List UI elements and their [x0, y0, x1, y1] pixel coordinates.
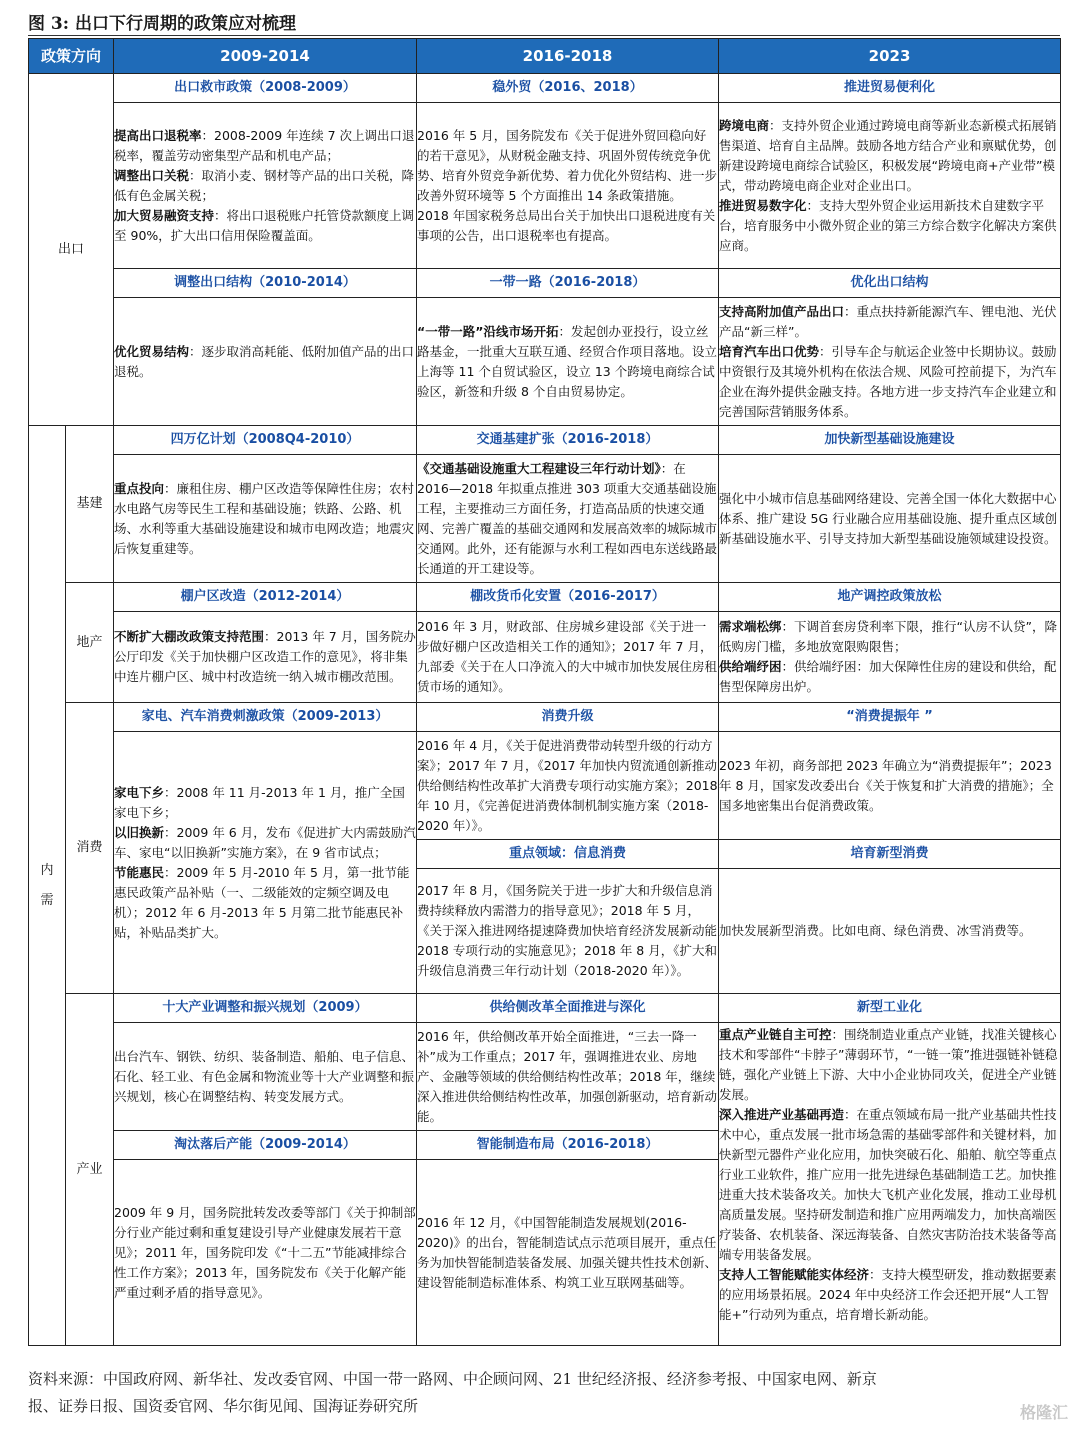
paragraph-text: ：取消小麦、钢材等产品的出口关税，降低有色金属关税；	[114, 167, 415, 203]
watermark-logo: 格隆汇	[1019, 1403, 1068, 1422]
cell-industry-2023	[719, 1023, 1061, 1346]
paragraph-text: ：围绕制造业重点产业链，找准关键核心技术和零部件“卡脖子”薄弱环节，“一链一策”推进强链补链稳链，强化产业链上下游、大中小企业协同攻关，促进全产业链发展。	[719, 1027, 1058, 1102]
cell-industry-2016-a	[417, 1023, 719, 1131]
subtitle-realestate-2016: 棚改货币化安置（2016-2017）	[417, 583, 719, 612]
paragraph	[417, 736, 718, 836]
paragraph-text: 2016 年 4 月，《关于促进消费带动转型升级的行动方案》；2017 年 7 月，《2017 年加快内贸流通创新推动供给侧结构性改革扩大消费专项行动实施方案》；2018 年 10 月，《完善促进消费体制机制实施方案（2018-2020 年）》。	[417, 737, 718, 833]
cell-industry-2009-a	[114, 1023, 417, 1131]
paragraph	[114, 783, 416, 823]
paragraph-lead: 支持高附加值产品出口	[719, 303, 845, 319]
cell-industry-2009-b	[114, 1160, 417, 1346]
category-real-estate: 地产	[66, 583, 114, 703]
subtitle-infra-2016: 交通基建扩张（2016-2018）	[417, 426, 719, 455]
subtitle-industry-2023: 新型工业化	[719, 994, 1061, 1023]
cell-realestate-2009	[114, 612, 417, 703]
paragraph-text: 加快发展新型消费。比如电商、绿色消费、冰雪消费等。	[719, 923, 1032, 938]
category-domestic-char-1: 内	[40, 862, 54, 878]
paragraph-text: ：2009 年 5 月-2010 年 5 月，第一批节能惠民政策产品补贴（一、二级能效的定频空调及电机）；2012 年 6 月-2013 年 5 月第二批节能惠民补贴，补贴品类扩大。	[114, 864, 410, 940]
paragraph-text: 2018 年国家税务总局出台关于加快出口退税进度有关事项的公告，出口退税率也有提高。	[417, 207, 716, 243]
category-export: 出口	[29, 74, 114, 426]
paragraph	[719, 489, 1060, 549]
subtitle-export-1-2016: 稳外贸（2016、2018）	[417, 74, 719, 103]
paragraph-text: 2016 年 12 月，《中国智能制造发展规划(2016-2020)》的出台，智能制造试点示范项目展开，重点任务为加快智能制造装备发展、加强关键共性技术创新、建设智能制造标准体系、构筑工业互联网基础等。	[417, 1214, 718, 1290]
paragraph-text: ：将出口退税账户托管贷款额度上调至 90%，扩大出口信用保险覆盖面。	[114, 207, 415, 243]
paragraph	[719, 302, 1060, 342]
header-period-2009: 2009-2014	[114, 39, 417, 74]
subtitle-realestate-2009: 棚户区改造（2012-2014）	[114, 583, 417, 612]
paragraph-text: ：2013 年 7 月，国务院办公厅印发《关于加快棚户区改造工作的意见》，将非集中连片棚户区、城中村改造统一纳入城市棚改范围。	[114, 629, 416, 684]
title-rule	[28, 35, 1060, 36]
paragraph	[114, 126, 416, 166]
paragraph	[719, 1265, 1060, 1325]
cell-infra-2009	[114, 455, 417, 583]
paragraph	[719, 1105, 1060, 1265]
paragraph-lead: 家电下乡	[114, 784, 165, 800]
category-consumption: 消费	[66, 703, 114, 994]
cell-realestate-2023	[719, 612, 1061, 703]
paragraph-text: ：下调首套房贷利率下限，推行“认房不认贷”，降低购房门槛，多地放宽限购限售；	[719, 619, 1057, 654]
paragraph-text: ：在 2016—2018 年拟重点推进 303 项重大交通基础设施工程，主要推动三方面任务，打造高品质的快速交通网、完善广覆盖的基础交通网和发展高效率的城际城市交通网。此外，还有能源与水利工程如西电东送线路最长通道的开工建设等。	[417, 460, 718, 576]
paragraph	[417, 322, 718, 402]
paragraph	[719, 756, 1060, 816]
subtitle-export-1-2023: 推进贸易便利化	[719, 74, 1061, 103]
header-period-2016: 2016-2018	[417, 39, 719, 74]
cell-realestate-2016	[417, 612, 719, 703]
paragraph-text: ：发起创办亚投行，设立丝路基金，一批重大互联互通、经贸合作项目落地。设立上海等 11 个自贸试验区，设立 13 个跨境电商综合试验区，新签和升级 8 个自由贸易协定。	[417, 323, 718, 399]
paragraph-lead: 需求端松绑	[719, 619, 782, 634]
paragraph	[114, 166, 416, 206]
paragraph	[719, 617, 1060, 657]
subtitle-consumption-2023-b: 培育新型消费	[719, 840, 1061, 869]
cell-export-1-2016	[417, 103, 719, 269]
cell-export-1-2009	[114, 103, 417, 269]
subtitle-export-1-2009: 出口救市政策（2008-2009）	[114, 74, 417, 103]
paragraph-text: 2017 年 8 月，《国务院关于进一步扩大和升级信息消费持续释放内需潜力的指导意见》；2018 年 5 月，《关于深入推进网络提速降费加快培育经济发展新动能 2018 专项行动的实施意见》；2018 年 8 月，《扩大和升级信息消费三年行动计划（2018-2020 年）》。	[417, 883, 718, 978]
paragraph-lead: 节能惠民	[114, 864, 165, 880]
paragraph	[114, 863, 416, 943]
paragraph-text: ：支持大型外贸企业运用新技术自建数字平台，培育服务中小微外贸企业的第三方综合数字化解决方案供应商。	[719, 197, 1057, 253]
header-period-2023: 2023	[719, 39, 1061, 74]
subtitle-industry-2009-a: 十大产业调整和振兴规划（2009）	[114, 994, 417, 1023]
paragraph-text: 2016 年，供给侧改革开始全面推进，“三去一降一补”成为工作重点；2017 年，强调推进农业、房地产、金融等领域的供给侧结构性改革；2018 年，继续深入推进供给侧结构性改革，加强创新驱动，培育新动能。	[417, 1028, 718, 1124]
subtitle-consumption-2009: 家电、汽车消费刺激政策（2009-2013）	[114, 703, 417, 732]
paragraph-text: ：逐步取消高耗能、低附加值产品的出口退税。	[114, 343, 415, 379]
paragraph-text: 2016 年 3 月，财政部、住房城乡建设部《关于进一步做好棚户区改造相关工作的通知》；2017 年 7 月，九部委《关于在人口净流入的大中城市加快发展住房租赁市场的通知》。	[417, 619, 718, 694]
subtitle-infra-2009: 四万亿计划（2008Q4-2010）	[114, 426, 417, 455]
paragraph-lead: 重点投向	[114, 480, 165, 496]
subtitle-export-2-2023: 优化出口结构	[719, 269, 1061, 298]
category-domestic-char-2: 需	[40, 892, 54, 908]
paragraph-text: ：2008 年 11 月-2013 年 1 月，推广全国家电下乡；	[114, 784, 405, 820]
cell-export-1-2023	[719, 103, 1061, 269]
source-line-1: 资料来源：中国政府网、新华社、发改委官网、中国一带一路网、中企顾问网、21 世纪经济报、经济参考报、中国家电网、新京	[28, 1370, 877, 1388]
paragraph-lead: 加大贸易融资支持	[114, 207, 215, 223]
paragraph-lead: 调整出口关税	[114, 167, 190, 183]
paragraph	[719, 657, 1060, 697]
subtitle-infra-2023: 加快新型基础设施建设	[719, 426, 1061, 455]
paragraph-text: ：2009 年 6 月，发布《促进扩大内需鼓励汽车、家电“以旧换新”实施方案》，在 9 省市试点；	[114, 824, 416, 860]
cell-consumption-2016-b	[417, 869, 719, 994]
paragraph	[417, 1213, 718, 1293]
paragraph	[417, 459, 718, 579]
cell-consumption-2016-a	[417, 732, 719, 840]
cell-consumption-2023-a	[719, 732, 1061, 840]
category-industry: 产业	[66, 994, 114, 1346]
paragraph	[719, 1025, 1060, 1105]
subtitle-industry-2009-b: 淘汰落后产能（2009-2014）	[114, 1131, 417, 1160]
cell-export-2-2023	[719, 298, 1061, 426]
paragraph-lead: 《交通基础设施重大工程建设三年行动计划》	[417, 460, 661, 476]
paragraph-text: ：供给端纾困：加大保障性住房的建设和供给，配售型保障房出炉。	[719, 659, 1057, 694]
paragraph-lead: “一带一路”沿线市场开拓	[417, 323, 559, 339]
cell-industry-2016-b	[417, 1160, 719, 1346]
paragraph	[719, 921, 1060, 941]
paragraph-text: 强化中小城市信息基础网络建设、完善全国一体化大数据中心体系、推广建设 5G 行业融合应用基础设施、提升重点区域创新基础设施水平、引导支持加大新型基础设施领域建设投资。	[719, 490, 1058, 546]
paragraph	[719, 342, 1060, 422]
paragraph-lead: 优化贸易结构	[114, 343, 190, 359]
subtitle-consumption-2016-b: 重点领域：信息消费	[417, 840, 719, 869]
paragraph-text: ：2008-2009 年连续 7 次上调出口退税率，覆盖劳动密集型产品和机电产品；	[114, 127, 415, 163]
subtitle-industry-2016-a: 供给侧改革全面推进与深化	[417, 994, 719, 1023]
paragraph-lead: 培育汽车出口优势	[719, 343, 820, 359]
cell-infra-2023	[719, 455, 1061, 583]
header-direction: 政策方向	[29, 39, 114, 74]
paragraph-text: 2009 年 9 月，国务院批转发改委等部门《关于抑制部分行业产能过剩和重复建设引导产业健康发展若干意见》；2011 年，国务院印发《“十二五”节能减排综合性工作方案》；2013 年，国务院发布《关于化解产能严重过剩矛盾的指导意见》。	[114, 1204, 416, 1300]
subtitle-export-2-2016: 一带一路（2016-2018）	[417, 269, 719, 298]
policy-table	[28, 38, 1061, 1346]
subtitle-realestate-2023: 地产调控政策放松	[719, 583, 1061, 612]
cell-export-2-2016	[417, 298, 719, 426]
paragraph	[417, 1027, 718, 1127]
subtitle-consumption-2023-a: “消费提振年 ”	[719, 703, 1061, 732]
subtitle-export-2-2009: 调整出口结构（2010-2014）	[114, 269, 417, 298]
paragraph	[114, 1047, 416, 1107]
paragraph	[417, 881, 718, 981]
source-note	[28, 1366, 1060, 1420]
paragraph	[417, 126, 718, 206]
paragraph-lead: 提高出口退税率	[114, 127, 202, 143]
source-line-2: 报、证券日报、国资委官网、华尔街见闻、国海证券研究所	[28, 1397, 419, 1415]
paragraph-text: 2023 年初，商务部把 2023 年确立为“消费提振年”；2023 年 8 月，国家发改委出台《关于恢复和扩大消费的措施》；全国多地密集出台促消费政策。	[719, 757, 1054, 813]
figure-title: 图 3: 出口下行周期的政策应对梳理	[28, 14, 296, 34]
paragraph-text: ：廉租住房、棚户区改造等保障性住房；农村水电路气房等民生工程和基础设施；铁路、公路、机场、水利等重大基础设施建设和城市电网改造；地震灾后恢复重建等。	[114, 480, 415, 556]
paragraph-lead: 不断扩大棚改政策支持范围	[114, 629, 265, 644]
paragraph	[114, 206, 416, 246]
paragraph	[114, 1203, 416, 1303]
paragraph	[114, 823, 416, 863]
paragraph-text: ：引导车企与航运企业签中长期协议。鼓励中资银行及其境外机构在依法合规、风险可控前提下，为汽车企业在海外提供金融支持。各地方进一步支持汽车企业建立和完善国际营销服务体系。	[719, 343, 1057, 419]
paragraph	[114, 342, 416, 382]
paragraph-lead: 深入推进产业基础再造	[719, 1107, 845, 1122]
category-domestic	[29, 426, 66, 1346]
cell-consumption-2023-b	[719, 869, 1061, 994]
paragraph-lead: 以旧换新	[114, 824, 165, 840]
paragraph-lead: 推进贸易数字化	[719, 197, 807, 213]
paragraph-text: ：在重点领域布局一批产业基础共性技术中心，重点发展一批市场急需的基础零部件和关键材料，加快新型元器件产业化应用，加快突破石化、船舶、航空等重点行业工业软件，推广应用一批先进绿色基础制造工艺。加快推进重大技术装备攻关。加快大飞机产业化发展，推动工业母机高质量发展。坚持研发制造和推广应用两端发力，加快高端医疗装备、农机装备、深远海装备、自然灾害防治技术装备等高端专用装备发展。	[719, 1107, 1057, 1262]
paragraph-text: ：支持大模型研发，推动数据要素的应用场景拓展。2024 年中央经济工作会还把开展“人工智能+”行动列为重点，培育增长新动能。	[719, 1267, 1057, 1322]
paragraph-text: ：重点扶持新能源汽车、锂电池、光伏产品“新三样”。	[719, 303, 1057, 339]
paragraph-text: 出台汽车、钢铁、纺织、装备制造、船舶、电子信息、石化、轻工业、有色金属和物流业等十大产业调整和振兴规划，核心在调整结构、转变发展方式。	[114, 1048, 415, 1104]
cell-consumption-2009	[114, 732, 417, 994]
cell-infra-2016	[417, 455, 719, 583]
paragraph-lead: 重点产业链自主可控	[719, 1027, 832, 1042]
paragraph	[417, 206, 718, 246]
paragraph	[114, 627, 416, 687]
paragraph	[719, 116, 1060, 196]
paragraph-lead: 供给端纾困	[719, 659, 782, 674]
subtitle-consumption-2016-a: 消费升级	[417, 703, 719, 732]
paragraph	[417, 617, 718, 697]
cell-export-2-2009	[114, 298, 417, 426]
paragraph-text: 2016 年 5 月，国务院发布《关于促进外贸回稳向好的若干意见》，从财税金融支持、巩固外贸传统竞争优势、培育外贸竞争新优势、着力优化外贸结构、进一步改善外贸环境等 5 个方面推出 14 条政策措施。	[417, 127, 718, 203]
paragraph-lead: 跨境电商	[719, 117, 770, 133]
category-infrastructure: 基建	[66, 426, 114, 583]
subtitle-industry-2016-b: 智能制造布局（2016-2018）	[417, 1131, 719, 1160]
paragraph-text: ：支持外贸企业通过跨境电商等新业态新模式拓展销售渠道、培育自主品牌。鼓励各地方结合产业和禀赋优势，创新建设跨境电商综合试验区，积极发展“跨境电商+产业带”模式，带动跨境电商企业对企业出口。	[719, 117, 1057, 193]
paragraph	[114, 479, 416, 559]
paragraph	[719, 196, 1060, 256]
paragraph-lead: 支持人工智能赋能实体经济	[719, 1267, 870, 1282]
